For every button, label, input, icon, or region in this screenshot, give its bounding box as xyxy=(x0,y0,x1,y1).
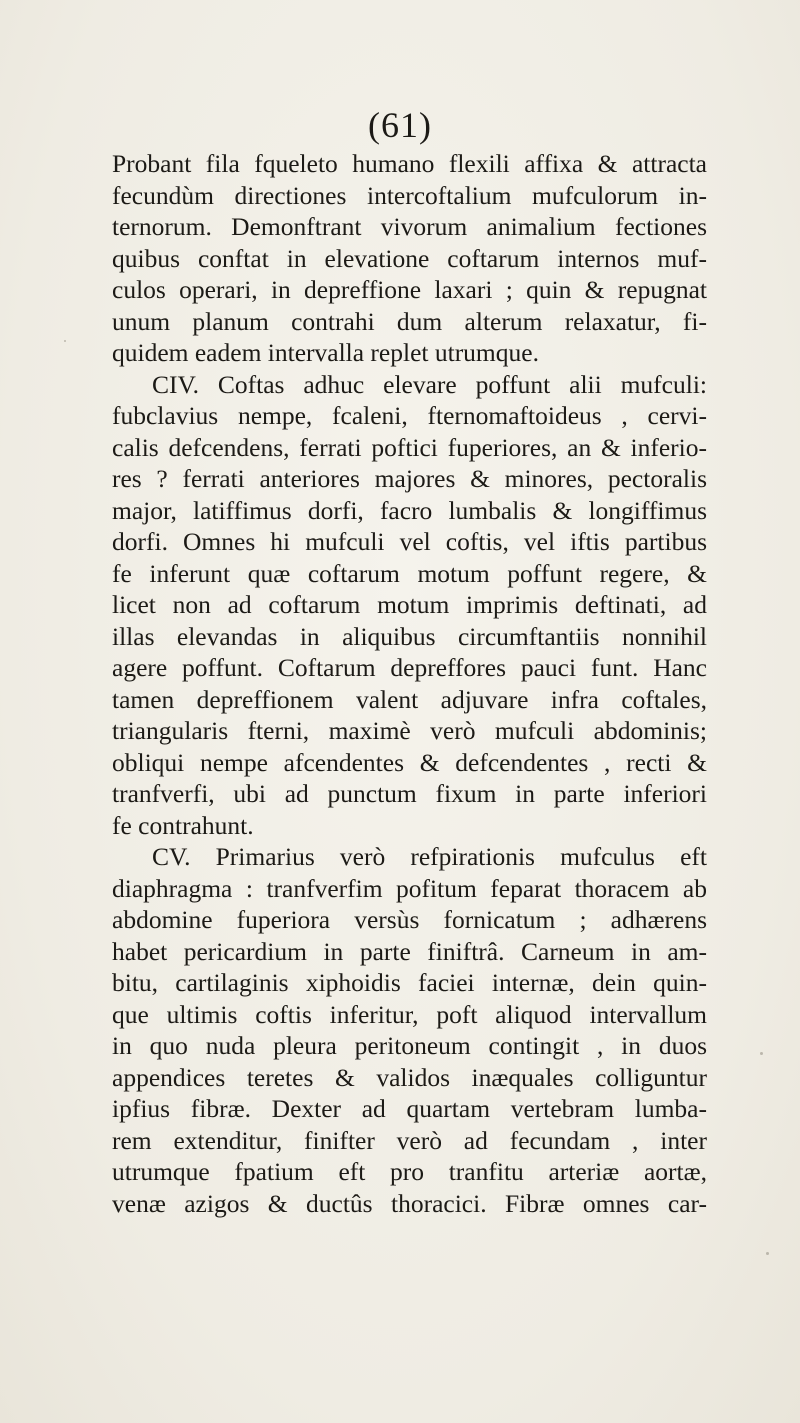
text-line: licet non ad coftarum motum imprimis deftinati, ad xyxy=(112,590,707,619)
text-line: appendices teretes & validos inæquales colliguntur xyxy=(112,1062,707,1092)
text-line: calis defcendens, ferrati poftici fuperiores, an & inferio- xyxy=(112,432,707,462)
text-line: quibus conftat in elevatione coftarum internos muf- xyxy=(112,243,707,273)
text-line: fe inferunt quæ coftarum motum poffunt regere, & xyxy=(112,558,707,588)
text-line: res ? ferrati anteriores majores & minores, pectoralis xyxy=(112,464,707,493)
text-line: culos operari, in depreffione laxari ; quin & repugnat xyxy=(112,275,707,304)
text-line: agere poffunt. Coftarum depreffores pauci funt. Hanc xyxy=(112,653,707,682)
text-line: obliqui nempe afcendentes & defcendentes , recti & xyxy=(112,747,707,777)
text-line: abdomine fuperiora versùs fornicatum ; adhærens xyxy=(112,905,707,934)
paper-speck xyxy=(64,340,66,342)
text-line: ternorum. Demonftrant vivorum animalium fectiones xyxy=(112,212,707,241)
text-line: quidem eadem intervalla replet utrumque. xyxy=(112,338,539,367)
text-line: Probant fila fqueleto humano flexili affixa & attracta xyxy=(112,149,707,178)
paper-speck xyxy=(766,1252,769,1255)
text-line: venæ azigos & ductûs thoracici. Fibræ omnes car- xyxy=(112,1188,707,1218)
text-line: diaphragma : tranfverfim pofitum feparat thoracem ab xyxy=(112,873,707,903)
text-line: rem extenditur, finifter verò ad fecundam , inter xyxy=(112,1125,707,1155)
text-line: tamen depreffionem valent adjuvare infra coftales, xyxy=(112,684,707,714)
text-line: utrumque fpatium eft pro tranfitu arteriæ aortæ, xyxy=(112,1157,707,1186)
text-line: ipfius fibræ. Dexter ad quartam vertebram lumba- xyxy=(112,1094,707,1123)
paper-speck xyxy=(760,1052,763,1055)
text-line: fubclavius nempe, fcaleni, fternomaftoideus , cervi- xyxy=(112,401,707,430)
text-line: fecundùm directiones intercoftalium mufculorum in- xyxy=(112,180,707,210)
text-line: in quo nuda pleura peritoneum contingit , in duos xyxy=(112,1031,707,1060)
section-heading-line: CIV. Coftas adhuc elevare poffunt alii mufculi: xyxy=(152,369,707,399)
text-line: tranfverfi, ubi ad punctum fixum in parte inferiori xyxy=(112,779,707,808)
text-line: dorfi. Omnes hi mufculi vel coftis, vel iftis partibus xyxy=(112,527,707,556)
text-line: unum planum contrahi dum alterum relaxatur, fi- xyxy=(112,306,707,336)
text-line: illas elevandas in aliquibus circumftantiis nonnihil xyxy=(112,621,707,651)
text-line: triangularis fterni, maximè verò mufculi abdominis; xyxy=(112,716,707,745)
text-line: major, latiffimus dorfi, facro lumbalis & longiffimus xyxy=(112,495,707,525)
text-line: bitu, cartilaginis xiphoidis faciei internæ, dein quin- xyxy=(112,968,707,997)
section-heading-line: CV. Primarius verò refpirationis mufculus eft xyxy=(152,842,707,871)
text-line: habet pericardium in parte finiftrâ. Carneum in am- xyxy=(112,936,707,966)
text-line: que ultimis coftis inferitur, poft aliquod intervallum xyxy=(112,999,707,1029)
body-text xyxy=(112,148,707,1219)
page-number: (61) xyxy=(368,105,432,145)
text-line: fe contrahunt. xyxy=(112,810,254,840)
